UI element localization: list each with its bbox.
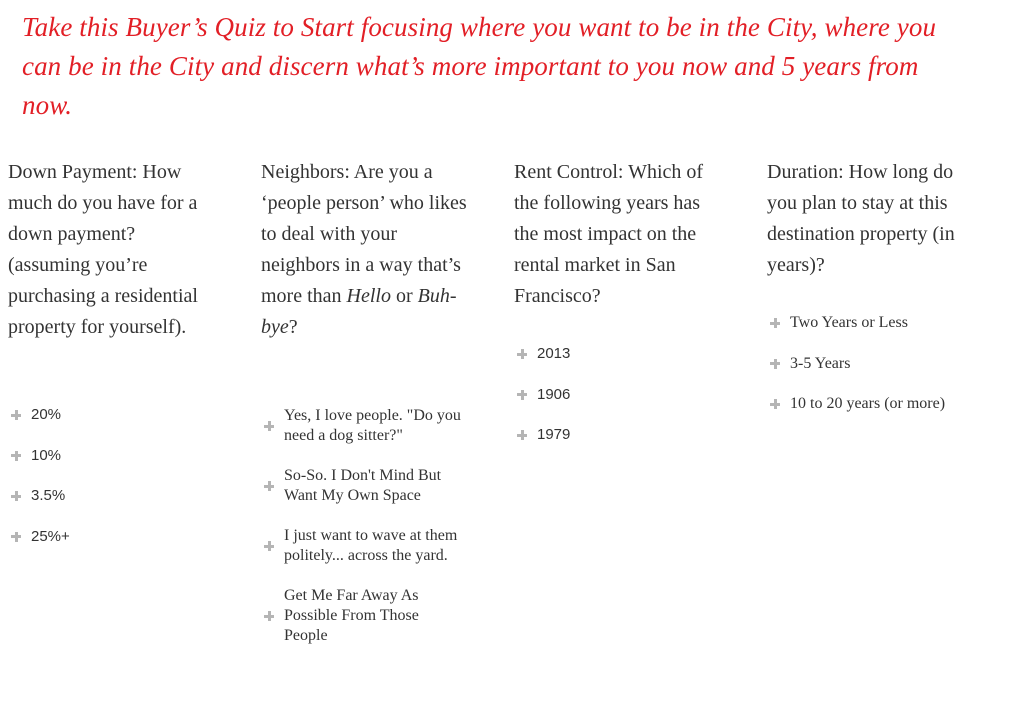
question-text xyxy=(261,157,471,343)
answer-label: 3-5 Years xyxy=(790,354,851,372)
answer-label: 20% xyxy=(31,406,62,423)
question-neighbors xyxy=(261,157,471,644)
answer-label: So-So. I Don't Mind But Want My Own Space xyxy=(284,467,442,504)
plus-icon xyxy=(517,430,527,440)
answer-option[interactable] xyxy=(770,313,970,333)
plus-icon xyxy=(770,399,780,409)
plus-icon xyxy=(11,532,21,542)
answer-label: 1906 xyxy=(537,385,571,403)
question-text: Rent Control: Which of the following years has the most impact on the rental market in San Francisco? xyxy=(514,161,704,307)
question-text-part: ? xyxy=(288,316,298,338)
answer-label: Yes, I love people. "Do you need a dog sitter?" xyxy=(284,407,461,444)
question-emphasis: Hello xyxy=(346,285,391,307)
answer-option[interactable] xyxy=(770,354,970,374)
answer-option[interactable] xyxy=(517,344,570,364)
plus-icon xyxy=(264,541,274,551)
answer-option[interactable] xyxy=(264,406,464,446)
answer-label: 10% xyxy=(31,446,62,464)
question-text: Duration: How long do you plan to stay at this destination property (in years)? xyxy=(767,161,955,276)
answer-option[interactable] xyxy=(517,385,570,405)
question-text-part: or xyxy=(390,285,418,307)
answer-label: 25%+ xyxy=(31,527,70,545)
plus-icon xyxy=(517,349,527,359)
answer-label: 1979 xyxy=(537,426,571,443)
answer-options xyxy=(770,313,970,435)
answer-label: 2013 xyxy=(537,345,571,362)
plus-icon xyxy=(770,318,780,328)
plus-icon xyxy=(517,390,527,400)
question-rent-control xyxy=(514,157,724,443)
answer-options xyxy=(11,405,70,567)
question-text-part: Neighbors: Are you a ‘people person’ who likes to deal with your neighbors in a way that’s more than xyxy=(261,161,467,307)
question-down-payment xyxy=(8,157,218,545)
plus-icon xyxy=(11,451,21,461)
answer-option[interactable] xyxy=(11,405,70,425)
question-duration xyxy=(767,157,977,412)
plus-icon xyxy=(11,410,21,420)
answer-option[interactable] xyxy=(770,394,970,414)
plus-icon xyxy=(264,421,274,431)
answer-option[interactable] xyxy=(11,446,70,466)
answer-label: Get Me Far Away As Possible From Those People xyxy=(284,587,419,644)
quiz-intro: Take this Buyer’s Quiz to Start focusing where you want to be in the City, where you can be in the City and discern what’s more important to you now and 5 years from now. xyxy=(22,12,937,120)
answer-label: 3.5% xyxy=(31,487,66,504)
answer-options xyxy=(517,344,570,466)
answer-option[interactable] xyxy=(264,526,464,566)
question-emphasis: Buh-bye xyxy=(261,285,457,338)
answer-option[interactable] xyxy=(517,425,570,445)
answer-option[interactable] xyxy=(11,486,70,506)
answer-label: Two Years or Less xyxy=(790,314,908,331)
plus-icon xyxy=(770,359,780,369)
plus-icon xyxy=(11,491,21,501)
plus-icon xyxy=(264,481,274,491)
answer-label: 10 to 20 years (or more) xyxy=(790,395,946,412)
answer-options xyxy=(264,406,464,666)
question-text: Down Payment: How much do you have for a down payment? (assuming you’re purchasing a residential property for yourself). xyxy=(8,161,198,338)
plus-icon xyxy=(264,611,274,621)
answer-option[interactable] xyxy=(264,586,464,646)
answer-option[interactable] xyxy=(264,466,464,506)
answer-option[interactable] xyxy=(11,527,70,547)
answer-label: I just want to wave at them politely... across the yard. xyxy=(284,527,458,564)
